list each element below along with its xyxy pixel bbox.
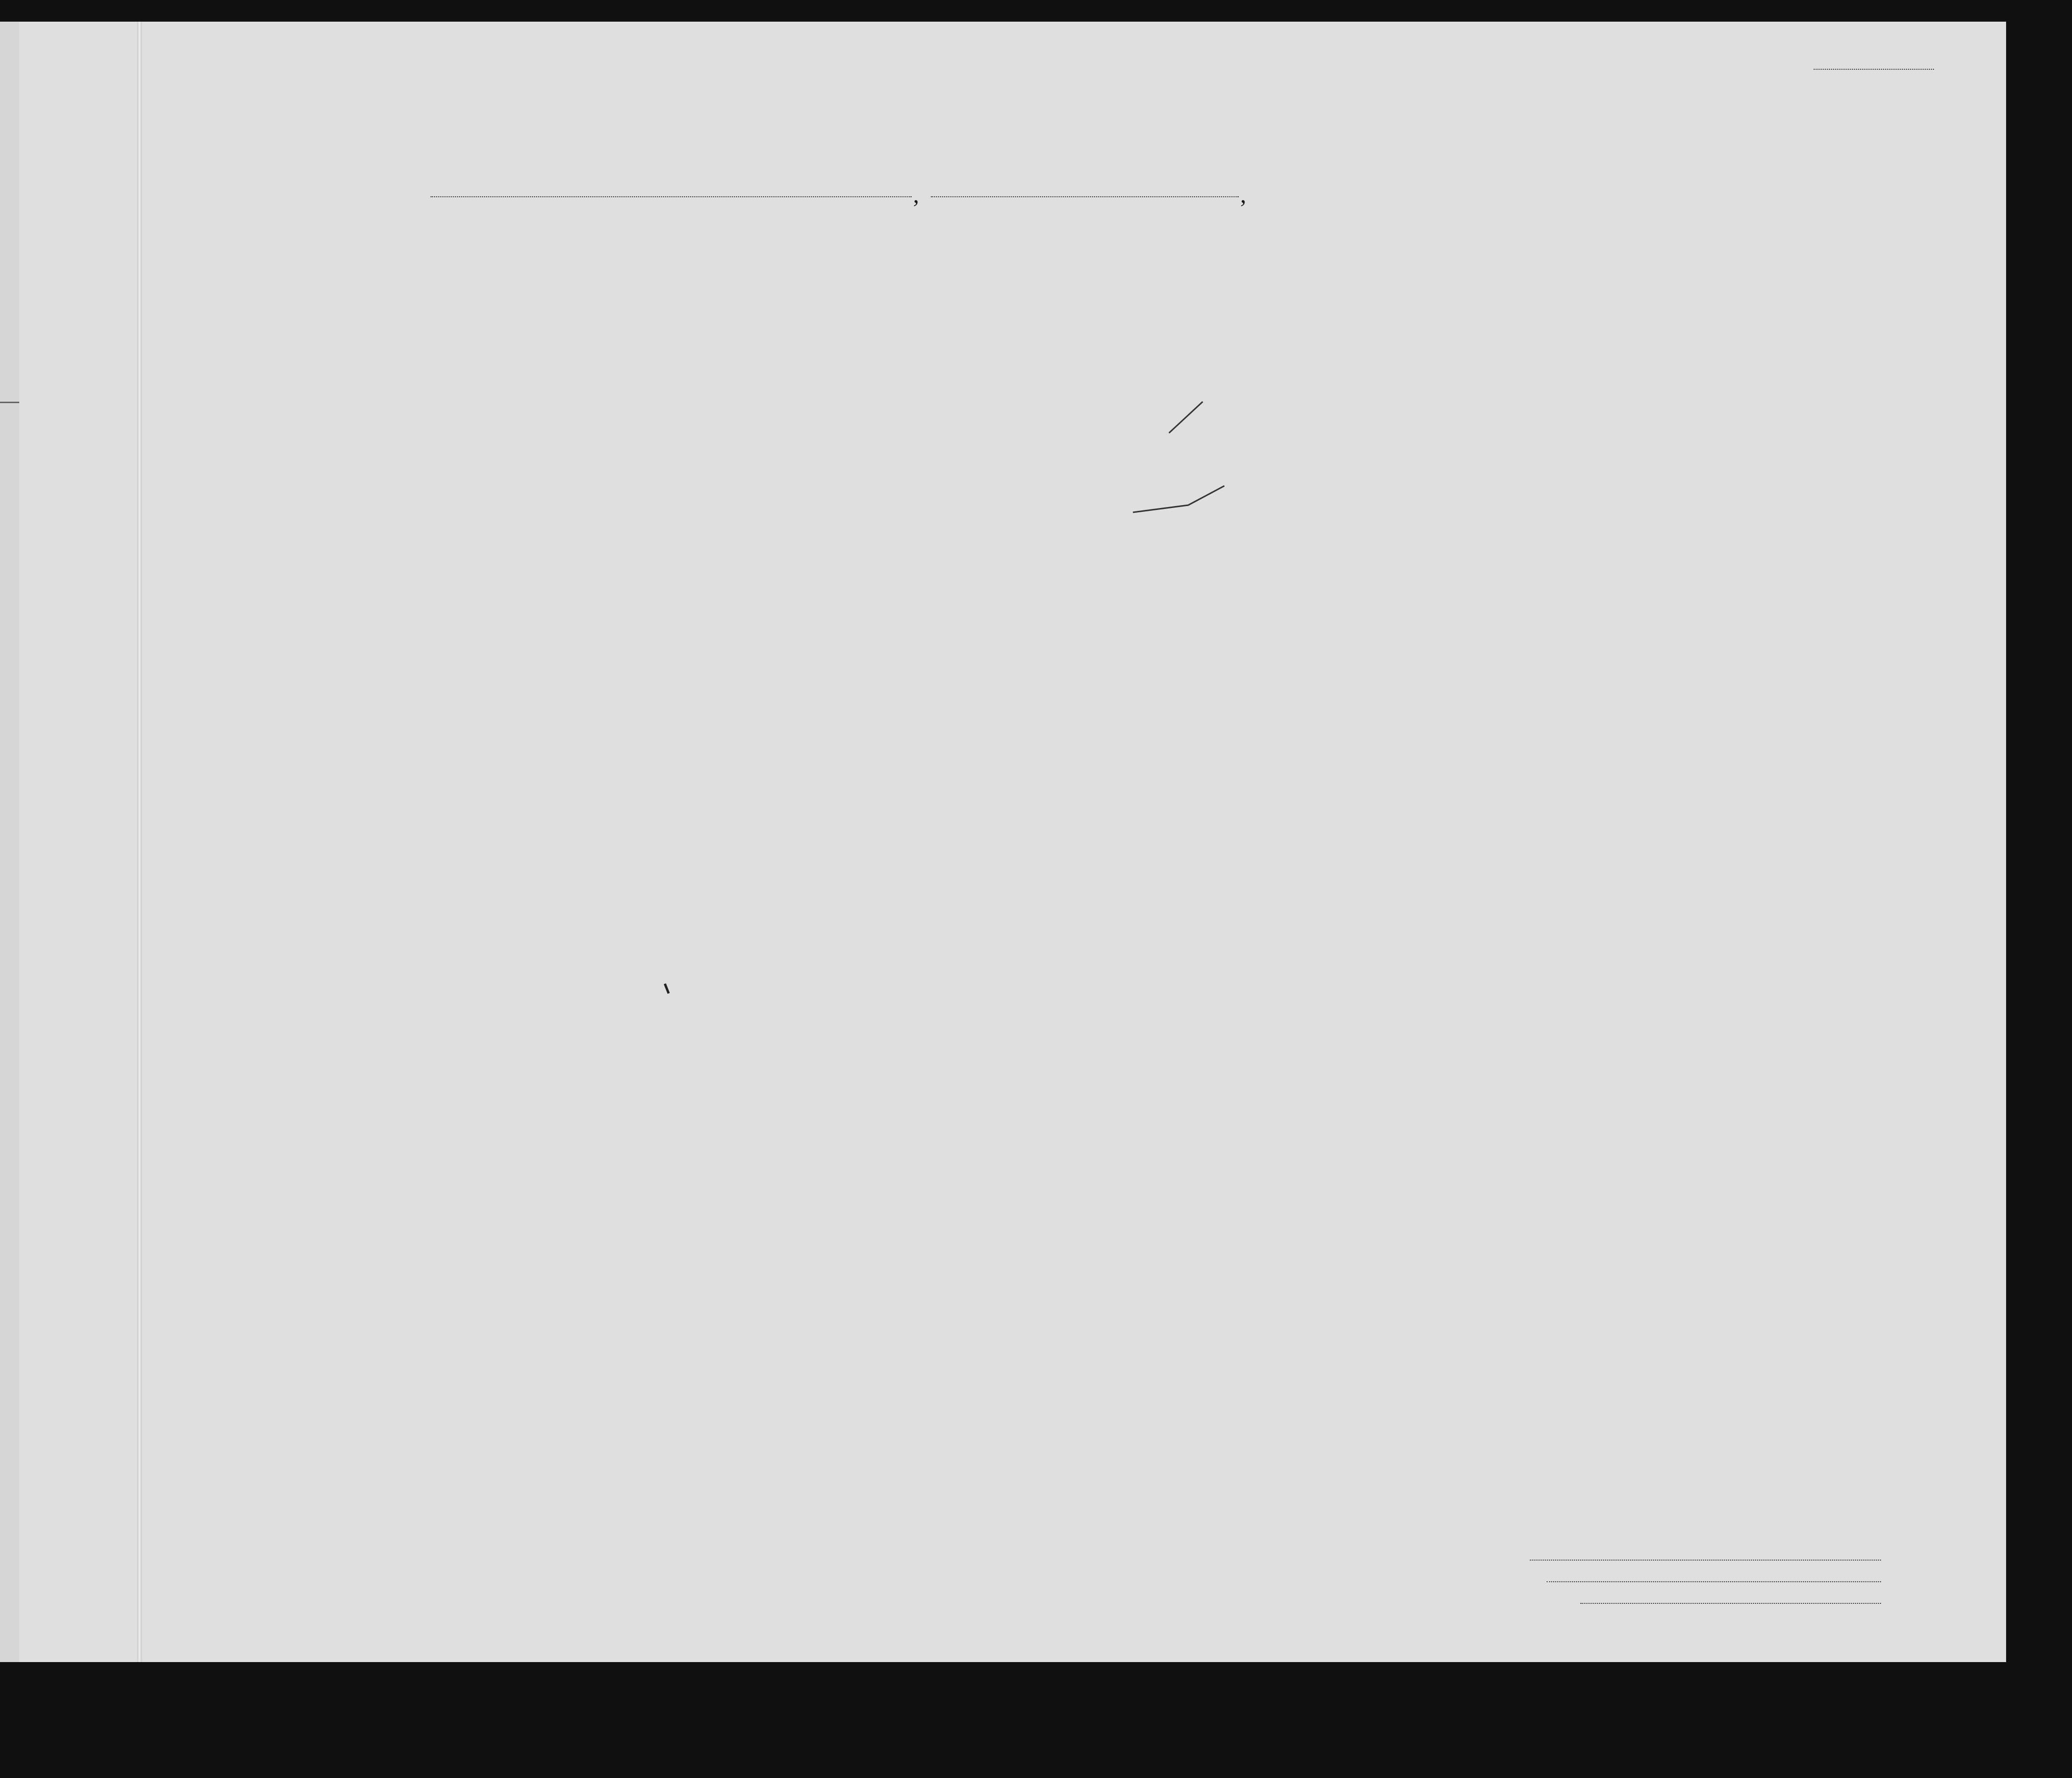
line-rule xyxy=(1530,1560,1881,1561)
arriving-comma: , xyxy=(913,181,919,208)
arriving-comma-2: , xyxy=(1240,181,1246,208)
owners-rule xyxy=(1547,1581,1881,1582)
agents-rule xyxy=(1580,1603,1881,1604)
